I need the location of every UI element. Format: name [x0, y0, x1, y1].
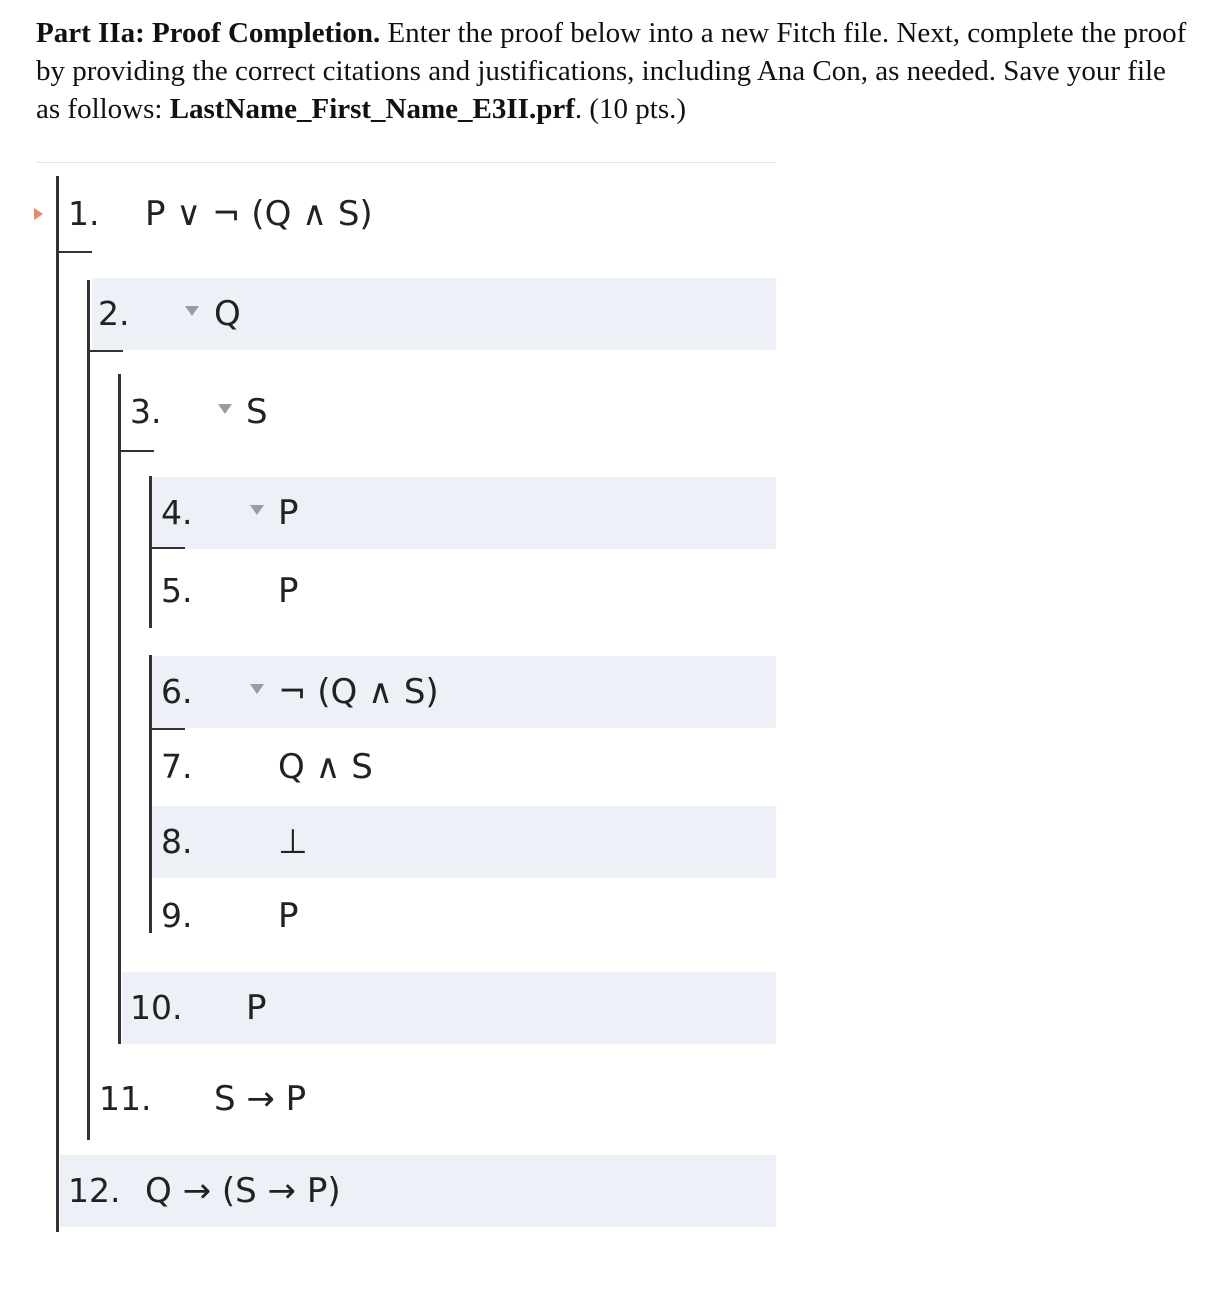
step-number: 2. — [98, 294, 130, 333]
step-number: 3. — [130, 392, 162, 431]
fitch-bar-subproof-3 — [118, 450, 154, 452]
step-number: 8. — [161, 822, 193, 861]
proof-step-9[interactable] — [0, 880, 780, 952]
proof-step-2[interactable] — [0, 278, 780, 350]
proof-step-7[interactable] — [0, 731, 780, 803]
fitch-bar-main — [56, 251, 92, 253]
step-formula[interactable]: S — [246, 392, 268, 432]
step-number: 12. — [68, 1171, 121, 1210]
step-number: 4. — [161, 493, 193, 532]
proof-step-5[interactable] — [0, 555, 780, 627]
proof-step-1[interactable] — [0, 178, 780, 250]
step-number: 7. — [161, 747, 193, 786]
proof-step-3[interactable] — [0, 376, 780, 448]
step-formula[interactable]: P ∨ ¬ (Q ∧ S) — [145, 194, 373, 234]
step-formula[interactable]: Q — [214, 294, 241, 334]
step-formula[interactable]: P — [278, 571, 299, 611]
proof-step-8[interactable] — [0, 806, 780, 878]
proof-step-4[interactable] — [0, 477, 780, 549]
step-number: 11. — [99, 1079, 152, 1118]
instructions-body-2: . (10 pts.) — [574, 93, 687, 125]
step-number: 6. — [161, 672, 193, 711]
proof-step-12[interactable] — [0, 1155, 780, 1227]
collapse-triangle-icon[interactable] — [250, 684, 264, 694]
collapse-triangle-icon[interactable] — [185, 306, 199, 316]
fitch-bar-subproof-2 — [87, 350, 123, 352]
step-number: 10. — [130, 988, 183, 1027]
instructions-heading: Part IIa: Proof Completion. — [36, 17, 381, 49]
step-formula[interactable]: S → P — [214, 1079, 307, 1119]
step-formula[interactable]: ¬ (Q ∧ S) — [278, 672, 439, 712]
proof-step-6[interactable] — [0, 656, 780, 728]
step-number: 9. — [161, 896, 193, 935]
fitch-bar-subproof-6 — [149, 728, 185, 730]
step-formula[interactable]: P — [278, 896, 299, 936]
collapse-triangle-icon[interactable] — [218, 404, 232, 414]
step-number: 5. — [161, 571, 193, 610]
instructions-filename: LastName_First_Name_E3II.prf — [169, 93, 575, 125]
step-formula[interactable]: ⊥ — [278, 822, 308, 862]
instructions-body-1: Enter the proof below into a new Fitch file. Next, complete the proof by providing the correct citations and justifications, including Ana Con, as needed. Save your file as follows: — [36, 17, 1187, 125]
step-number: 1. — [68, 194, 100, 233]
step-formula[interactable]: Q → (S → P) — [145, 1171, 341, 1211]
step-formula[interactable]: P — [278, 493, 299, 533]
step-formula[interactable]: P — [246, 988, 267, 1028]
proof-step-10[interactable] — [0, 972, 780, 1044]
step-formula[interactable]: Q ∧ S — [278, 747, 373, 787]
collapse-triangle-icon[interactable] — [250, 505, 264, 515]
proof-step-11[interactable] — [0, 1063, 780, 1135]
